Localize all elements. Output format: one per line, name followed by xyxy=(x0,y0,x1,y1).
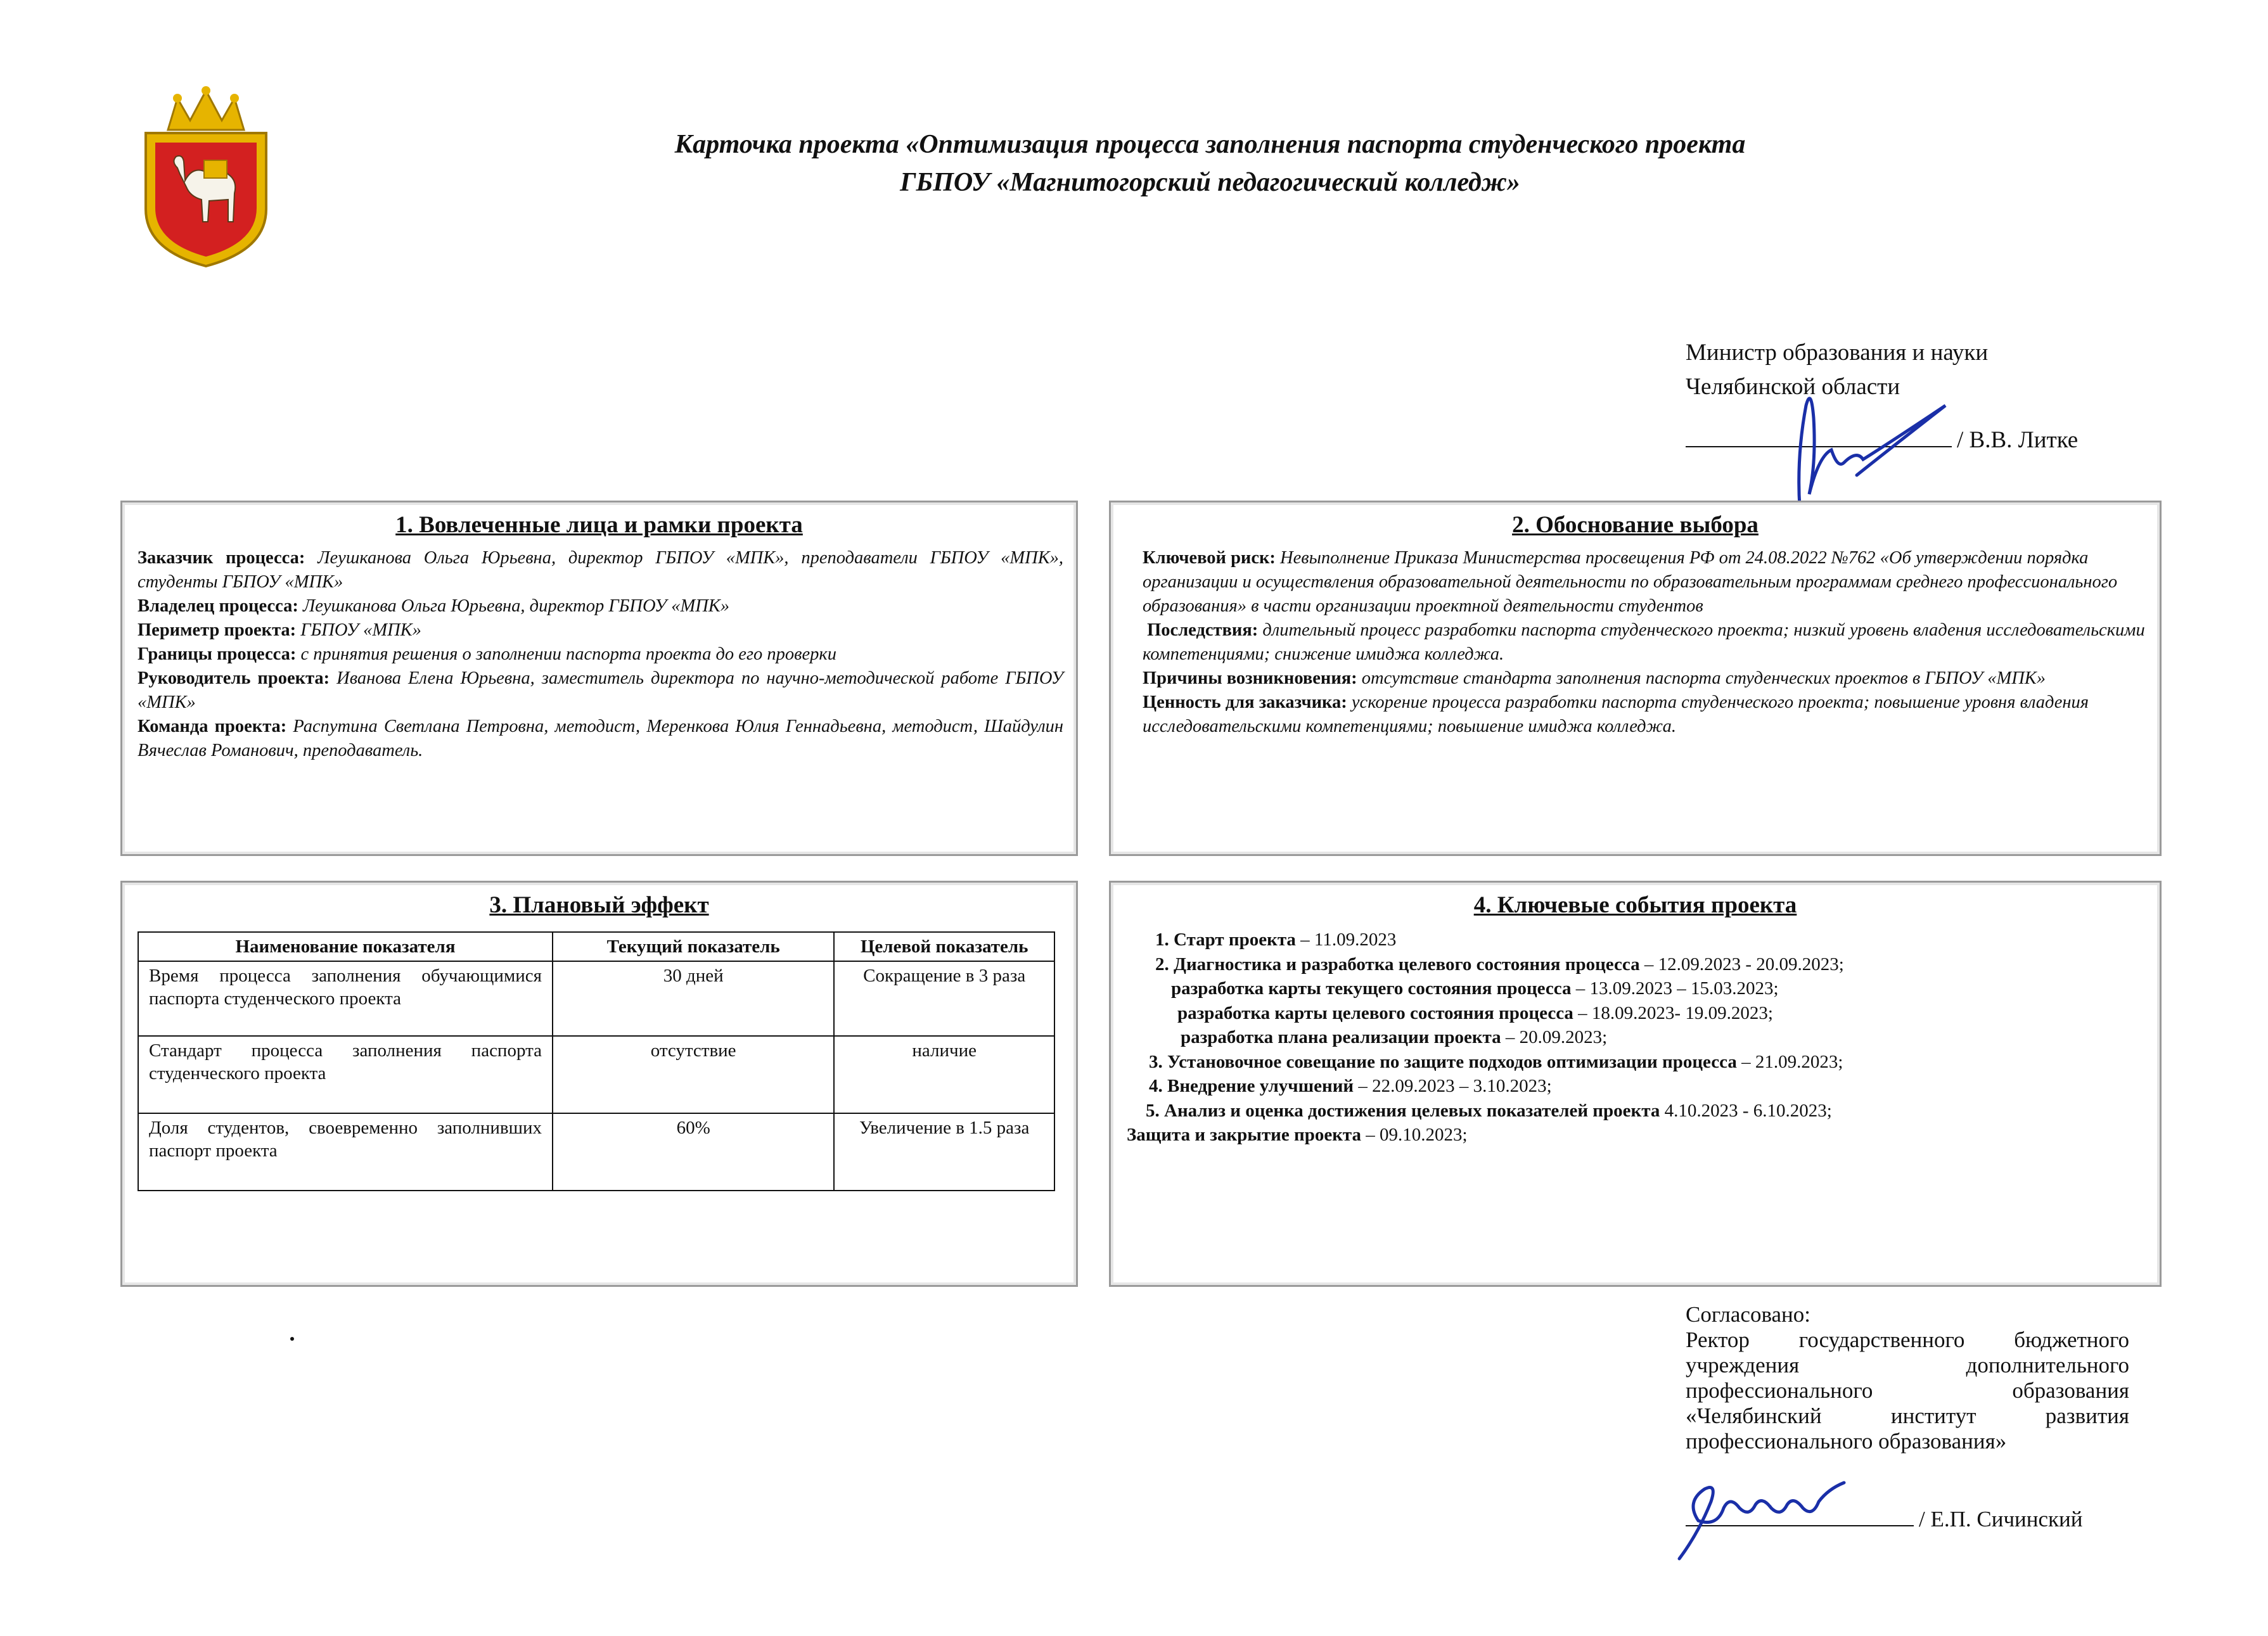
item-text: Леушканова Ольга Юрьевна, директор ГБПОУ «МПК», преподаватели ГБПОУ «МПК», студенты ГБПОУ «МПК» xyxy=(138,548,1064,592)
item-text: Распутина Светлана Петровна, методист, Меренкова Юлия Геннадьевна, методист, Шайдулин Вячеслав Романович, преподаватель. xyxy=(138,717,1064,760)
section-planned-effect xyxy=(120,881,1078,1287)
section-1-item xyxy=(138,642,1063,667)
list-item: разработка плана реализации проекта – 20.09.2023; xyxy=(1181,1027,1608,1047)
agreement-line: профессионального образования» xyxy=(1686,1429,2007,1454)
indicator-name: Доля студентов, своевременно заполнивших паспорт проекта xyxy=(138,1113,553,1191)
target-value: Сокращение в 3 раза xyxy=(834,961,1054,1036)
list-item: 3. Установочное совещание по защите подходов оптимизации процесса – 21.09.2023; xyxy=(1149,1051,1843,1072)
list-item: разработка карты текущего состояния процесса – 13.09.2023 – 15.03.2023; xyxy=(1171,978,1779,999)
table-row xyxy=(138,961,1054,1036)
item-label: Команда проекта: xyxy=(138,717,287,736)
current-value: 30 дней xyxy=(553,961,834,1036)
section-2-heading: 2. Обоснование выбора xyxy=(1512,512,1759,538)
list-item: 5. Анализ и оценка достижения целевых показателей проекта 4.10.2023 - 6.10.2023; xyxy=(1146,1100,1832,1121)
list-item: разработка карты целевого состояния процесса – 18.09.2023- 19.09.2023; xyxy=(1177,1002,1773,1023)
section-1-item xyxy=(138,594,1063,618)
agreement-line: «Челябинский институт развития xyxy=(1686,1403,2129,1428)
agreement-heading: Согласовано: xyxy=(1686,1302,1811,1327)
item-text: Леушканова Ольга Юрьевна, директор ГБПОУ «МПК» xyxy=(302,596,729,616)
item-label: Владелец процесса: xyxy=(138,596,298,616)
section-4-heading: 4. Ключевые события проекта xyxy=(1473,892,1797,918)
section-2-item xyxy=(1143,691,2147,739)
effect-table xyxy=(138,931,1055,1191)
section-1-item xyxy=(138,667,1063,715)
document-title xyxy=(0,125,2268,201)
agreement-line: Ректор государственного бюджетного xyxy=(1686,1327,2129,1352)
agreement-block xyxy=(1686,1302,2129,1532)
section-2-item xyxy=(1143,546,2147,618)
section-1-heading: 1. Вовлеченные лица и рамки проекта xyxy=(395,512,803,538)
current-value: отсутствие xyxy=(553,1036,834,1113)
section-key-events xyxy=(1109,881,2162,1287)
column-header: Целевой показатель xyxy=(834,932,1054,961)
section-1-item xyxy=(138,546,1063,594)
approval-title-line-2: Челябинской области xyxy=(1686,374,1900,400)
agreement-line: профессионального образования xyxy=(1686,1378,2129,1403)
section-2-body xyxy=(1111,546,2160,739)
approval-signature-line xyxy=(1686,425,1952,447)
table-header-row xyxy=(138,932,1054,961)
column-header: Текущий показатель xyxy=(553,932,834,961)
item-text: Невыполнение Приказа Министерства просвещения РФ от 24.08.2022 №762 «Об утверждении порядка организации и осуществления образовательной деятельности по образовательным программам среднего профессионального образования» в части организации проектной деятельности студентов xyxy=(1143,548,2118,616)
item-text: длительный процесс разработки паспорта студенческого проекта; низкий уровень владения исследовательскими компетенциями; снижение имиджа колледжа. xyxy=(1143,620,2145,664)
target-value: наличие xyxy=(834,1036,1054,1113)
approval-signatory-name: / В.В. Литке xyxy=(1957,427,2079,453)
section-1-item xyxy=(138,618,1063,642)
section-2-item xyxy=(1143,667,2147,691)
approval-title-line-1: Министр образования и науки xyxy=(1686,340,1989,366)
list-item: Защита и закрытие проекта – 09.10.2023; xyxy=(1127,1125,1468,1145)
agreement-signature-line xyxy=(1686,1504,1914,1526)
list-item: 4. Внедрение улучшений – 22.09.2023 – 3.10.2023; xyxy=(1149,1076,1552,1096)
column-header: Наименование показателя xyxy=(138,932,553,961)
item-label: Ключевой риск: xyxy=(1143,548,1276,568)
section-2-item xyxy=(1143,618,2147,667)
item-label: Периметр проекта: xyxy=(138,620,297,640)
title-line-2: ГБПОУ «Магнитогорский педагогический колледж» xyxy=(900,168,1520,197)
title-line-1: Карточка проекта «Оптимизация процесса заполнения паспорта студенческого проекта xyxy=(674,130,1746,159)
events-list xyxy=(1111,928,2160,1147)
current-value: 60% xyxy=(553,1113,834,1191)
item-text: ГБПОУ «МПК» xyxy=(300,620,421,640)
section-1-item xyxy=(138,715,1063,763)
section-1-body xyxy=(122,546,1076,763)
list-item: 2. Диагностика и разработка целевого состояния процесса – 12.09.2023 - 20.09.2023; xyxy=(1155,954,1844,975)
item-label: Причины возникновения: xyxy=(1143,668,1357,688)
item-label: Границы процесса: xyxy=(138,644,297,664)
item-text: Иванова Елена Юрьевна, заместитель директора по научно-методической работе ГБПОУ «МПК» xyxy=(138,668,1063,712)
agreement-line: учреждения дополнительного xyxy=(1686,1353,2129,1377)
list-item: 1. Старт проекта – 11.09.2023 xyxy=(1155,930,1397,950)
agreement-signatory-name: / Е.П. Сичинский xyxy=(1919,1507,2083,1531)
item-label: Ценность для заказчика: xyxy=(1143,693,1347,712)
section-stakeholders xyxy=(120,501,1078,856)
item-label: Руководитель проекта: xyxy=(138,668,330,688)
table-row xyxy=(138,1113,1054,1191)
stray-dot xyxy=(290,1337,294,1341)
item-text: с принятия решения о заполнении паспорта проекта до его проверки xyxy=(300,644,837,664)
indicator-name: Стандарт процесса заполнения паспорта студенческого проекта xyxy=(138,1036,553,1113)
item-label: Заказчик процесса: xyxy=(138,548,305,568)
coat-of-arms-emblem xyxy=(133,86,279,269)
item-label: Последствия: xyxy=(1147,620,1259,640)
approval-block xyxy=(1686,336,2142,457)
item-text: ускорение процесса разработки паспорта студенческого проекта; повышение уровня владения исследовательскими компетенциями; повышение имиджа колледжа. xyxy=(1143,693,2089,736)
crown-icon xyxy=(168,86,244,130)
item-text: отсутствие стандарта заполнения паспорта студенческих проектов в ГБПОУ «МПК» xyxy=(1361,668,2046,688)
indicator-name: Время процесса заполнения обучающимися паспорта студенческого проекта xyxy=(138,961,553,1036)
target-value: Увеличение в 1.5 раза xyxy=(834,1113,1054,1191)
table-row xyxy=(138,1036,1054,1113)
section-justification xyxy=(1109,501,2162,856)
section-3-heading: 3. Плановый эффект xyxy=(489,892,709,918)
